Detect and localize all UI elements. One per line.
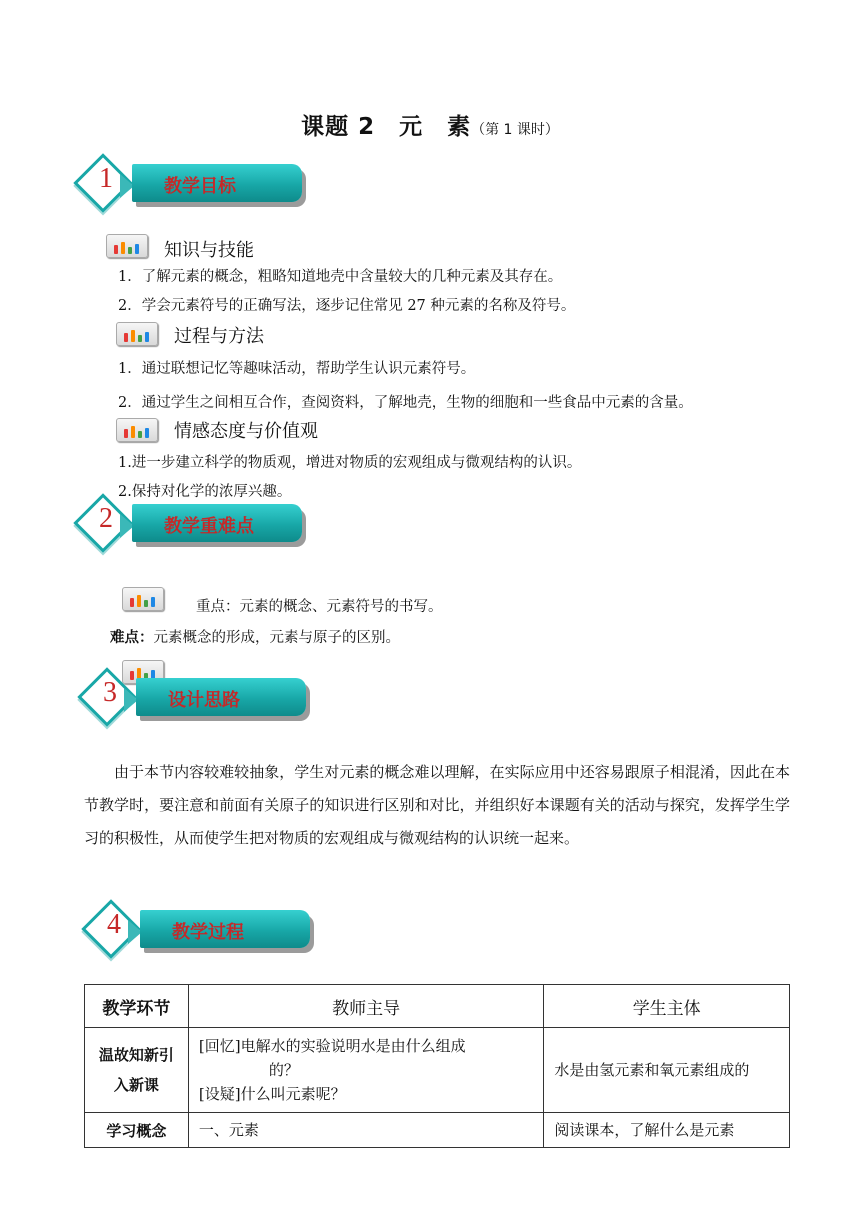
knowledge-heading: 知识与技能: [164, 240, 254, 261]
design-paragraph: 由于本节内容较难较抽象，学生对元素的概念难以理解，在实际应用中还容易跟原子相混淆，因此在本节教学时，要注意和前面有关原子的知识进行区别和对比，并组织好本课题有关的活动与探究，发挥学生学习的积极性，从而使学生把对物质的宏观组成与微观结构的认识统一起来。: [84, 763, 790, 847]
section-number: 4: [107, 909, 121, 940]
process-table: [84, 984, 790, 1148]
section-1-banner: [80, 160, 320, 214]
beaker-icon: [122, 587, 164, 611]
table-header-row: [85, 985, 790, 1028]
teacher-cell: [188, 1028, 544, 1113]
section-2-banner: [80, 500, 320, 554]
section-label: 教学过程: [172, 922, 244, 943]
section-number: 3: [103, 677, 117, 708]
student-cell: 水是由氢元素和氧元素组成的: [544, 1028, 790, 1113]
difficulty-label: 难点：: [110, 630, 154, 646]
section-3-banner: [84, 674, 324, 728]
section-label: 设计思路: [168, 690, 240, 711]
beaker-icon: [116, 418, 158, 442]
key-point: 重点：元素的概念、元素符号的书写。: [196, 599, 443, 615]
difficulty: [110, 626, 400, 647]
section-label: 教学目标: [164, 176, 236, 197]
process-item-2: 2．通过学生之间相互合作，查阅资料，了解地壳，生物的细胞和一些食品中元素的含量。: [118, 395, 693, 411]
teacher-cell: 一、元素: [188, 1113, 544, 1148]
table-header: 学生主体: [544, 985, 790, 1028]
title-main: 课题 2 元 素: [301, 114, 472, 140]
table-row: [85, 1028, 790, 1113]
attitude-item-2: 2.保持对化学的浓厚兴趣。: [118, 484, 292, 500]
student-cell: 阅读课本，了解什么是元素: [544, 1113, 790, 1148]
title-sub: （第 1 课时）: [471, 122, 559, 138]
stage-cell: 学习概念: [85, 1113, 189, 1148]
teacher-line: 的？: [268, 1061, 299, 1079]
attitude-item-1: 1.进一步建立科学的物质观，增进对物质的宏观组成与微观结构的认识。: [118, 455, 582, 471]
section-4-banner: [88, 906, 328, 960]
table-header: 教师主导: [188, 985, 544, 1028]
difficulty-text: 元素概念的形成，元素与原子的区别。: [153, 630, 400, 646]
teacher-line: [设疑]什么叫元素呢？: [198, 1085, 346, 1103]
process-heading: 过程与方法: [174, 326, 264, 347]
section-label: 教学重难点: [164, 516, 254, 537]
section-number: 1: [99, 163, 113, 194]
knowledge-item-2: 2．学会元素符号的正确写法，逐步记住常见 27 种元素的名称及符号。: [118, 298, 576, 314]
attitude-heading: 情感态度与价值观: [174, 421, 318, 442]
page-title: [0, 108, 860, 141]
table-row: [85, 1113, 790, 1148]
beaker-icon: [116, 322, 158, 346]
teacher-line: [回忆]电解水的实验说明水是由什么组成: [198, 1037, 466, 1055]
knowledge-item-1: 1．了解元素的概念，粗略知道地壳中含量较大的几种元素及其存在。: [118, 269, 563, 285]
section-number: 2: [99, 503, 113, 534]
table-header: 教学环节: [85, 985, 189, 1028]
beaker-icon: [106, 234, 148, 258]
process-item-1: 1．通过联想记忆等趣味活动，帮助学生认识元素符号。: [118, 361, 476, 377]
stage-cell: 温故知新引入新课: [85, 1028, 189, 1113]
